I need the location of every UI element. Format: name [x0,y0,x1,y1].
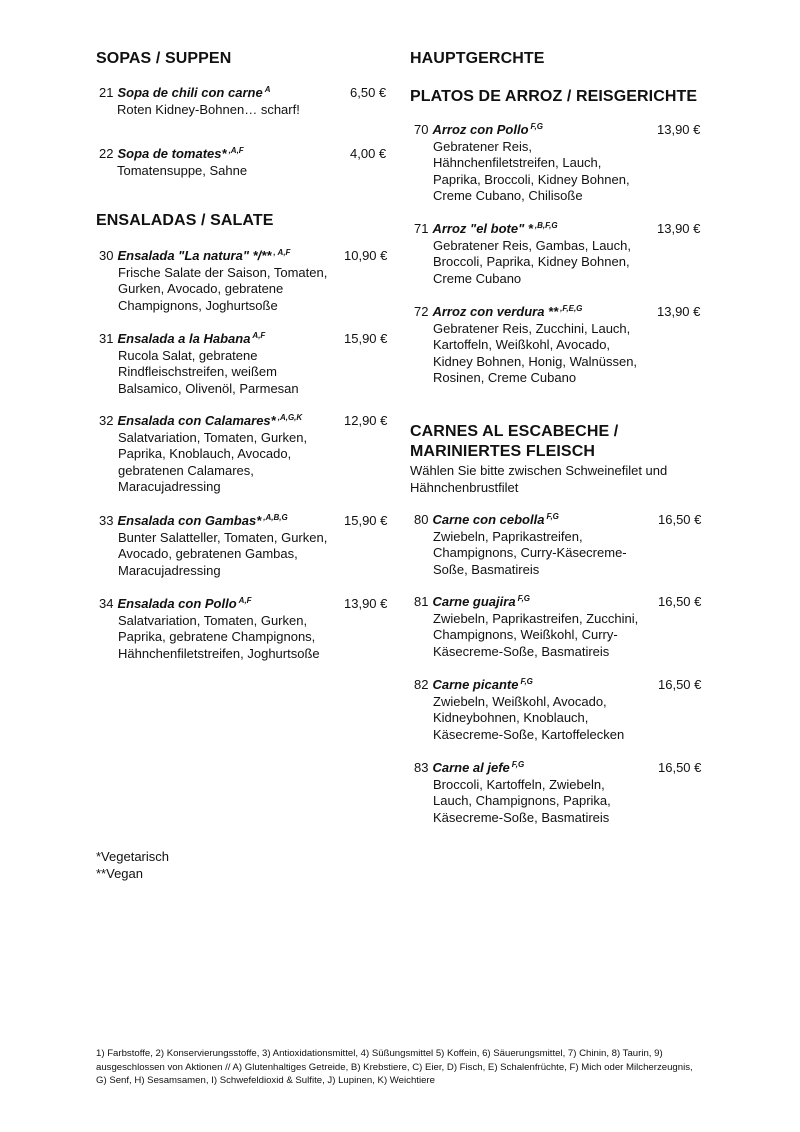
item-name: Ensalada con Calamares* $^{,A,G,K}$ [117,413,303,428]
footnote-line: ausgeschlossen von Aktionen // A) Glutenhaltiges Getreide, B) Krebstiere, C) Eier, D) Fisch, E) Schalenfrüchte, F) Mich oder Milcherzeugnis, [96,1061,693,1073]
item-description-line: Zwiebeln, Weißkohl, Avocado, [433,693,607,709]
menu-item-80 [414,512,704,578]
item-number: 71 [414,221,429,236]
ensaladas-heading: ENSALADAS / SALATE [96,212,274,229]
item-description-line: Zwiebeln, Paprikastreifen, Zucchini, [433,610,639,626]
item-description-line: Gebratener Reis, [433,138,532,154]
item-description-line: Avocado, gebratenen Gambas, [118,546,298,561]
allergen-codes: ,A,B,G [263,513,288,522]
item-description-line: Kidneybohnen, Knoblauch, [433,710,589,725]
carnes-intro-line-1: Wählen Sie bitte zwischen Schweinefilet und [410,463,668,478]
legend-vegetarian: *Vegetarisch [96,849,169,864]
item-description-line: Bunter Salatteller, Tomaten, Gurken, [118,529,328,545]
allergen-codes: F,G [546,512,559,521]
allergen-codes: F,G [520,677,533,686]
item-number: 83 [414,760,429,775]
arroz-heading: PLATOS DE ARROZ / REISGERICHTE [410,88,698,105]
item-price: 16,50 € [658,594,702,609]
item-name: Carne picante $^{F,G}$ [432,677,533,692]
item-name: Carne guajira $^{F,G}$ [432,594,531,609]
carnes-heading-line-2: MARINIERTES FLEISCH [410,443,596,460]
item-description-line: Rucola Salat, gebratene [118,347,258,363]
item-number: 31 [99,331,114,346]
item-price: 13,90 € [344,596,388,611]
item-description-line: Paprika, gebratene Champignons, [118,629,316,644]
item-description-line: Rindfleischstreifen, weißem [118,364,277,379]
item-description-line: Soße, Basmatireis [433,561,540,577]
item-number: 21 [99,85,114,100]
item-number: 72 [414,304,429,319]
item-name: Arroz con verdura ** $^{,F,E,G}$ [432,304,583,319]
allergen-codes: F,G [511,760,525,769]
item-description-line: Champignons, Curry-Käsecreme- [433,545,627,560]
item-description-line: Käsecreme-Soße, Basmatireis [433,643,610,659]
allergen-codes: A,F [238,596,252,605]
item-description-line: Kartoffeln, Weißkohl, Avocado, [433,337,611,352]
item-number: 80 [414,512,429,527]
item-description-line: Salatvariation, Tomaten, Gurken, [118,429,308,445]
item-description-line: Käsecreme-Soße, Basmatireis [433,809,610,825]
item-number: 32 [99,413,114,428]
item-name: Carne con cebolla $^{F,G}$ [432,512,559,527]
item-name: Ensalada "La natura" */** $^{, A,F}$ [117,248,291,263]
item-name: Ensalada con Gambas* $^{,A,B,G}$ [117,513,288,528]
allergen-codes: F,G [517,594,531,603]
item-description-line: Creme Cubano, Chilisoße [433,188,583,203]
item-description-line: Broccoli, Kartoffeln, Zwiebeln, [433,776,605,792]
legend-vegan: **Vegan [96,866,143,881]
sopas-heading: SOPAS / SUPPEN [96,50,232,67]
allergen-footnote [96,1047,716,1088]
item-price: 15,90 € [344,331,388,346]
footnote-line: G) Senf, H) Sesamsamen, I) Schwefeldioxid & Sulfite, J) Lupinen, K) Weichtiere [96,1075,435,1086]
item-description-line: Kidney Bohnen, Honig, Walnüssen, [433,353,638,369]
item-description-line: Frische Salate der Saison, Tomaten, [118,264,328,280]
menu-item-71 [414,221,704,287]
item-name: Sopa de chili con carne $^A$ [117,85,271,100]
item-description-line: Gebratener Reis, Gambas, Lauch, [433,237,631,253]
item-price: 12,90 € [344,413,388,428]
item-description-line: Maracujadressing [118,479,221,494]
menu-item-81 [414,594,704,660]
item-number: 30 [99,248,114,263]
item-description-line: Lauch, Champignons, Paprika, [433,793,611,808]
item-description-line: Rosinen, Creme Cubano [433,370,577,385]
menu-item-22 [99,146,389,179]
item-name: Arroz "el bote" * $^{,B,F,G}$ [432,221,558,236]
menu-item-32 [99,413,389,496]
item-name: Ensalada a la Habana $^{A,F}$ [117,331,266,346]
footnote-line: 1) Farbstoffe, 2) Konservierungsstoffe, 3) Antioxidationsmittel, 4) Süßungsmittel 5) Koffein, 6) Säuerungsmittel, 7) Chinin, 8) Taurin, 9) [96,1048,663,1059]
menu-item-82 [414,677,704,743]
item-number: 34 [99,596,114,611]
item-number: 81 [414,594,429,609]
item-price: 13,90 € [657,304,701,319]
menu-item-30 [99,248,389,314]
carnes-intro-line-2: Hähnchenbrustfilet [410,480,519,495]
item-name: Ensalada con Pollo $^{A,F}$ [117,596,252,611]
item-number: 82 [414,677,429,692]
item-description-line: Broccoli, Paprika, Kidney Bohnen, [433,254,630,269]
item-price: 15,90 € [344,513,388,528]
item-number: 33 [99,513,114,528]
allergen-codes: A [264,85,271,94]
carnes-heading-line-1: CARNES AL ESCABECHE / [410,423,619,440]
item-description: Tomatensuppe, Sahne [117,162,248,178]
item-description-line: Champignons, Weißkohl, Curry- [433,627,618,642]
item-name: Sopa de tomates* $^{,A,F}$ [117,146,244,161]
item-description-line: Käsecreme-Soße, Kartoffelecken [433,726,625,742]
item-description-line: Gurken, Avocado, gebratene [118,281,284,296]
menu-item-83 [414,760,704,826]
item-name: Arroz con Pollo $^{F,G}$ [432,122,543,137]
item-number: 22 [99,146,114,161]
item-description-line: Champignons, Joghurtsoße [118,297,278,313]
item-description-line: Hähnchenfiletstreifen, Joghurtsoße [118,645,320,661]
allergen-codes: , A,F [273,248,291,257]
menu-item-31 [99,331,389,397]
item-name: Carne al jefe $^{F,G}$ [432,760,525,775]
item-description-line: Zwiebeln, Paprikastreifen, [433,528,583,544]
item-price: 10,90 € [344,248,388,263]
menu-item-72 [414,304,704,387]
item-description-line: Salatvariation, Tomaten, Gurken, [118,612,308,628]
allergen-codes: F,G [530,122,543,131]
item-price: 13,90 € [657,221,701,236]
item-description-line: Gebratener Reis, Zucchini, Lauch, [433,320,631,336]
hauptgerichte-heading: HAUPTGERCHTE [410,50,545,67]
item-description-line: Hähnchenfiletstreifen, Lauch, [433,155,602,170]
item-price: 6,50 € [350,85,387,100]
menu-item-33 [99,513,389,579]
item-number: 70 [414,122,429,137]
allergen-codes: ,A,G,K [277,413,303,422]
menu-item-21 [99,85,389,118]
item-price: 13,90 € [657,122,701,137]
item-description-line: Paprika, Broccoli, Kidney Bohnen, [433,171,630,187]
menu-item-70 [414,122,704,205]
item-description-line: gebratenen Calamares, [118,462,254,478]
item-description-line: Creme Cubano [433,270,522,286]
allergen-codes: ,F,E,G [560,304,583,313]
allergen-codes: ,B,F,G [534,221,558,230]
allergen-codes: A,F [252,331,266,340]
item-description-line: Balsamico, Olivenöl, Parmesan [118,380,299,396]
item-price: 16,50 € [658,760,702,775]
item-price: 16,50 € [658,512,702,527]
item-description-line: Maracujadressing [118,562,221,578]
item-description-line: Paprika, Knoblauch, Avocado, [118,446,292,461]
item-price: 4,00 € [350,146,387,161]
allergen-codes: ,A,F [228,146,244,155]
item-price: 16,50 € [658,677,702,692]
item-description: Roten Kidney-Bohnen… scharf! [117,101,300,117]
menu-item-34 [99,596,389,662]
